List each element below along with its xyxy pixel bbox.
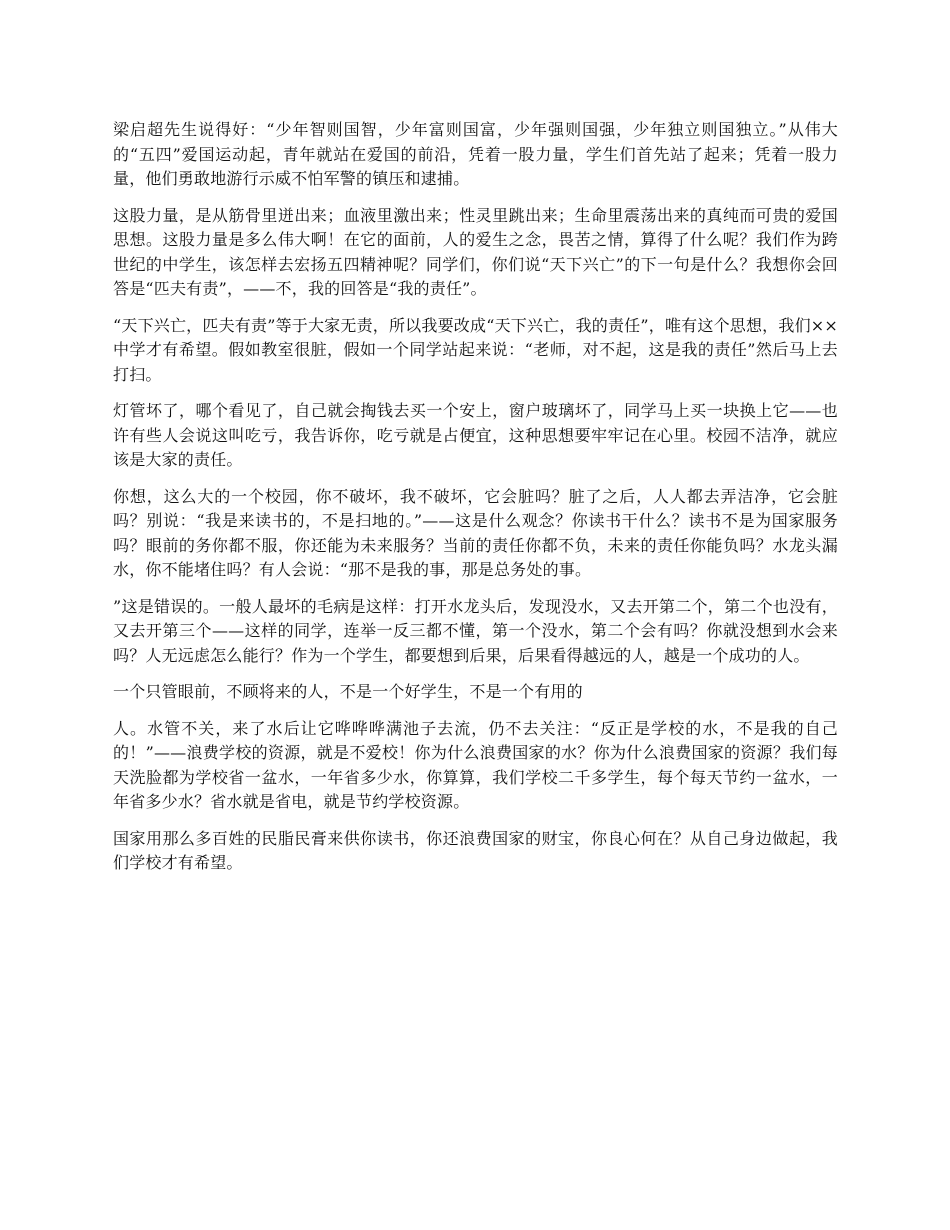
paragraph-3: “天下兴亡，匹夫有责”等于大家无责，所以我要改成“天下兴亡，我的责任”，唯有这个思想，我们××中学才有希望。假如教室很脏，假如一个同学站起来说：“老师，对不起，这是我的责任”然后马上去打扫。 [113,315,838,384]
paragraph-5: 你想，这么大的一个校园，你不破坏，我不破坏，它会脏吗？脏了之后，人人都去弄洁净，它会脏吗？别说：“我是来读书的，不是扫地的。”——这是什么观念？你读书干什么？读书不是为国家服务吗？眼前的务你都不服，你还能为未来服务？当前的责任你都不负，未来的责任你能负吗？水龙头漏水，你不能堵住吗？有人会说：“那不是我的事，那是总务处的事。 [113,486,838,579]
document-body [113,118,838,888]
paragraph-1: 梁启超先生说得好：“少年智则国智，少年富则国富，少年强则国强，少年独立则国独立。”从伟大的“五四”爱国运动起，青年就站在爱国的前沿，凭着一股力量，学生们首先站了起来；凭着一股力量，他们勇敢地游行示威不怕军警的镇压和逮捕。 [113,120,838,188]
paragraph-4: 灯管坏了，哪个看见了，自己就会掏钱去买一个安上，窗户玻璃坏了，同学马上买一块换上它——也许有些人会说这叫吃亏，我告诉你，吃亏就是占便宜，这种思想要牢牢记在心里。校园不洁净，就应该是大家的责任。 [113,401,838,469]
paragraph-6: ”这是错误的。一般人最坏的毛病是这样：打开水龙头后，发现没水，又去开第二个，第二个也没有，又去开第三个——这样的同学，连举一反三都不懂，第一个没水，第二个会有吗？你就没想到水会来吗？人无远虑怎么能行？作为一个学生，都要想到后果，后果看得越远的人，越是一个成功的人。 [113,596,838,665]
paragraph-7: 一个只管眼前，不顾将来的人，不是一个好学生，不是一个有用的 [113,682,583,701]
paragraph-8: 人。水管不关，来了水后让它哗哗哗满池子去流，仍不去关注：“反正是学校的水，不是我的自己的！”——浪费学校的资源，就是不爱校！你为什么浪费国家的水？你为什么浪费国家的资源？我们每天洗脸都为学校省一盆水，一年省多少水，你算算，我们学校二千多学生，每个每天节约一盆水，一年省多少水？省水就是省电，就是节约学校资源。 [113,718,838,811]
paragraph-2: 这股力量，是从筋骨里迸出来；血液里激出来；性灵里跳出来；生命里震荡出来的真纯而可贵的爱国思想。这股力量是多么伟大啊！在它的面前，人的爱生之念，畏苦之情，算得了什么呢？我们作为跨世纪的中学生，该怎样去宏扬五四精神呢？同学们，你们说“天下兴亡”的下一句是什么？我想你会回答是“匹夫有责”，——不，我的回答是“我的责任”。 [113,205,838,298]
paragraph-9: 国家用那么多百姓的民脂民膏来供你读书，你还浪费国家的财宝，你良心何在？从自己身边做起，我们学校才有希望。 [113,828,838,872]
